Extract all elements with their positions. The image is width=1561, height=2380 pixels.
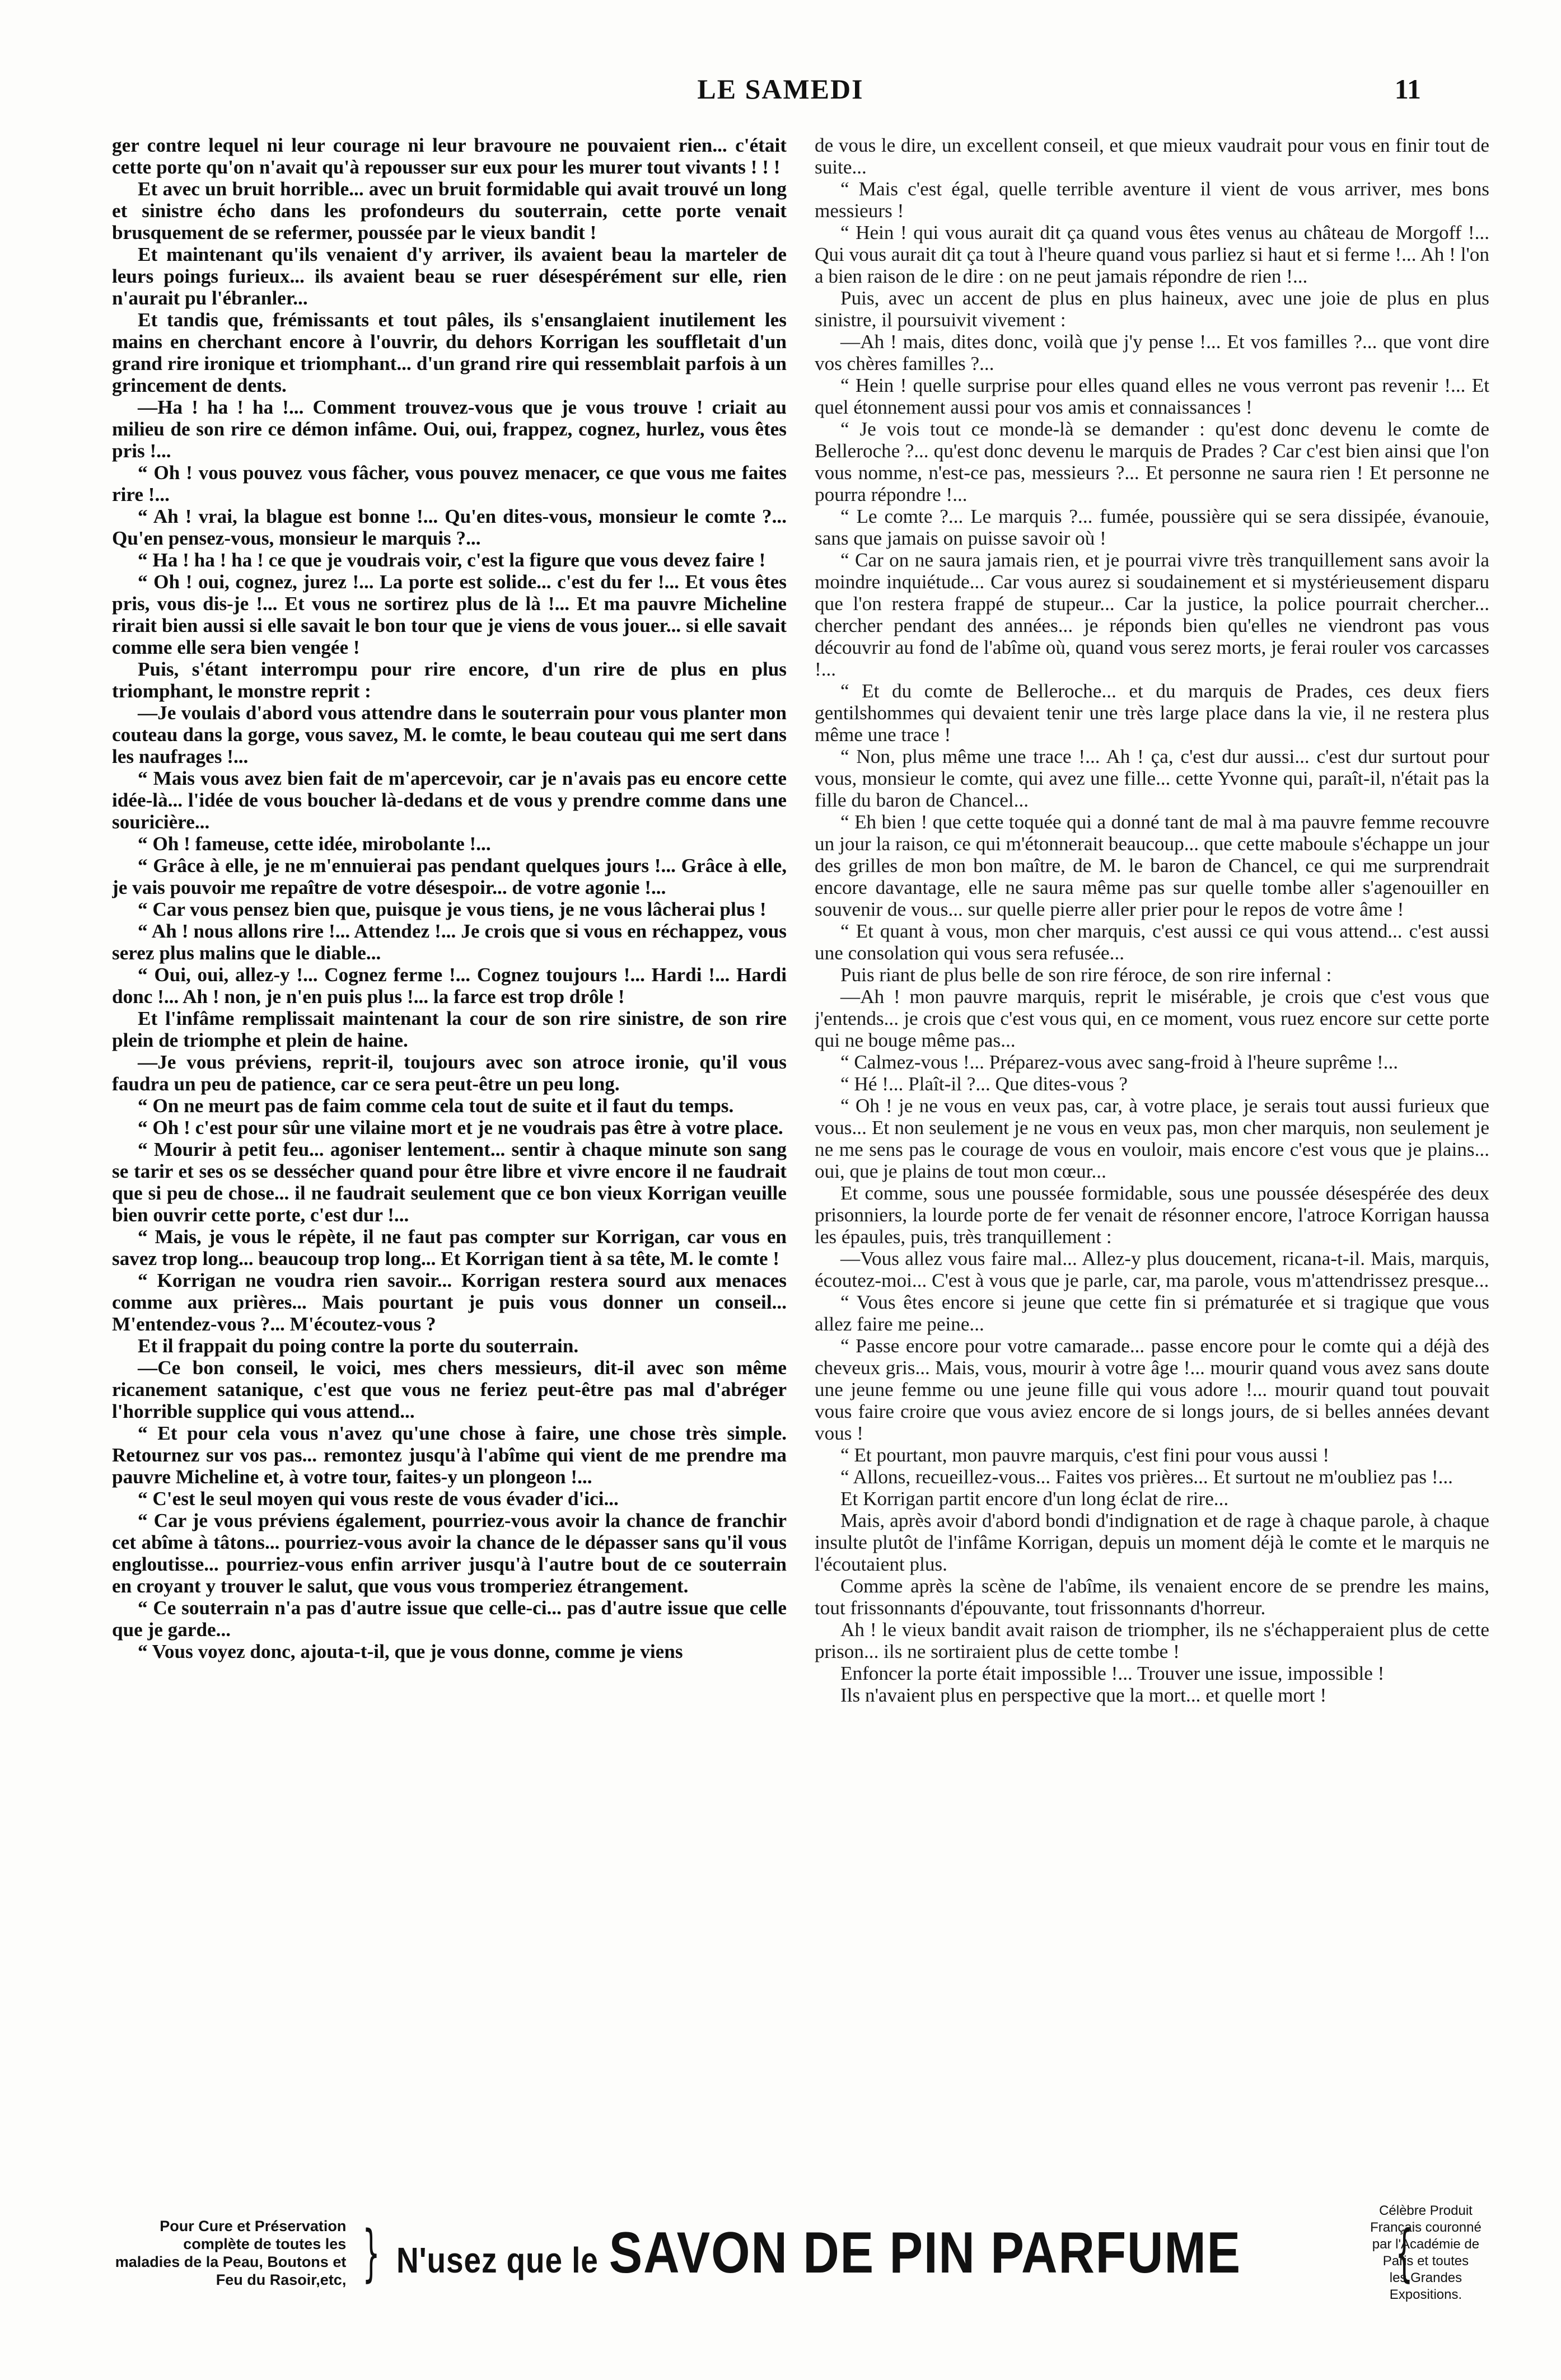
paragraph: “ Car on ne saura jamais rien, et je pourrai vivre très tranquillement sans avoir la moindre inquiétude... Car vous aurez si soudainement et si mystérieusement disparu que l'on restera frappé de stupeur... Car la justice, la police pourrait chercher... chercher pendant des années... je réponds bien qu'elles ne viendront pas vous découvrir au fond de l'abîme où, quand vous serez morts, je ferai rouler vos carcasses !... <box>815 549 1489 680</box>
paragraph: “ Ha ! ha ! ha ! ce que je voudrais voir, c'est la figure que vous devez faire ! <box>138 549 766 571</box>
paragraph: de vous le dire, un excellent conseil, et que mieux vaudrait pour vous en finir tout de suite... <box>815 134 1489 178</box>
paragraph: Et l'infâme remplissait maintenant la cour de son rire sinistre, de son rire plein de triomphe et plein de haine. <box>112 1008 787 1051</box>
ad-right-line: par l'Académie de Paris et toutes <box>1372 2237 1480 2269</box>
ad-slogan <box>396 2220 1241 2287</box>
paragraph: “ Allons, recueillez-vous... Faites vos prières... Et surtout ne m'oubliez pas !... <box>840 1466 1453 1488</box>
paragraph: “ Ah ! vrai, la blague est bonne !... Qu'en dites-vous, monsieur le comte ?... Qu'en pensez-vous, monsieur le marquis ?... <box>112 505 787 549</box>
ad-slogan-small: N'usez que le <box>396 2240 599 2280</box>
paragraph: —Ha ! ha ! ha !... Comment trouvez-vous que je vous trouve ! criait au milieu de son rire ce démon infâme. Oui, oui, frappez, cognez, hurlez, vous êtes pris !... <box>112 396 787 462</box>
ad-left-line: maladies de la Peau, Boutons et Feu du Rasoir,etc, <box>115 2253 347 2288</box>
paragraph: —Ce bon conseil, le voici, mes chers messieurs, dit-il avec son même ricanement satanique, c'est que vous ne feriez peut-être pas mal d'abréger l'horrible supplice qui vous attend... <box>112 1357 787 1422</box>
paragraph: —Je voulais d'abord vous attendre dans le souterrain pour vous planter mon couteau dans la gorge, vous savez, M. le comte, le beau couteau qui me sert dans les naufrages !... <box>112 702 787 767</box>
paragraph: Mais, après avoir d'abord bondi d'indignation et de rage à chaque parole, à chaque insulte plutôt de l'infâme Korrigan, depuis un moment déjà le comte et le marquis ne l'écoutaient plus. <box>815 1510 1489 1575</box>
paragraph: Et avec un bruit horrible... avec un bruit formidable qui avait trouvé un long et sinistre écho dans les profondeurs du souterrain, cette porte venait brusquement de se refermer, poussée par le vieux bandit ! <box>112 178 787 243</box>
paragraph: Comme après la scène de l'abîme, ils venaient encore de se prendre les mains, tout frissonnants d'épouvante, tout frissonnants d'horreur. <box>815 1575 1489 1619</box>
paragraph: “ Car je vous préviens également, pourriez-vous avoir la chance de franchir cet abîme à tâtons... pourriez-vous avoir la chance de le dépasser sans qu'il vous engloutisse... pourriez-vous enfin arriver jusqu'à l'autre bout de ce souterrain en croyant y trouver le salut, que vous vous tromperiez étrangement. <box>112 1510 787 1597</box>
paragraph: Ah ! le vieux bandit avait raison de triompher, ils ne s'échapperaient plus de cette prison... ils ne sortiraient plus de cette tombe ! <box>815 1619 1489 1662</box>
paragraph: Et tandis que, frémissants et tout pâles, ils s'ensanglaient inutilement les mains en cherchant encore à l'ouvrir, du dehors Korrigan les souffletait d'un grand rire ironique et triomphant... d'un grand rire qui ressemblait parfois à un grincement de dents. <box>112 309 787 396</box>
paragraph: “ Ce souterrain n'a pas d'autre issue que celle-ci... pas d'autre issue que celle que je garde... <box>112 1597 787 1641</box>
paragraph: “ Et pourtant, mon pauvre marquis, c'est fini pour vous aussi ! <box>840 1444 1330 1466</box>
paragraph: Puis, s'étant interrompu pour rire encore, d'un rire de plus en plus triomphant, le monstre reprit : <box>112 658 787 702</box>
paragraph: “ Korrigan ne voudra rien savoir... Korrigan restera sourd aux menaces comme aux prières... Mais pourtant je puis vous donner un conseil... M'entendez-vous ?... M'écoutez-vous ? <box>112 1269 787 1335</box>
paragraph: “ Non, plus même une trace !... Ah ! ça, c'est dur aussi... c'est dur surtout pour vous, monsieur le comte, qui avez une fille... cette Yvonne qui, paraît-il, n'était pas la fille du baron de Chancel... <box>815 746 1489 811</box>
text-columns <box>112 134 1489 2161</box>
paragraph: “ Hé !... Plaît-il ?... Que dites-vous ? <box>840 1073 1128 1095</box>
paragraph: “ Vous voyez donc, ajouta-t-il, que je vous donne, comme je viens <box>138 1641 683 1662</box>
paragraph: “ Et du comte de Belleroche... et du marquis de Prades, ces deux fiers gentilshommes qui devaient tenir une très large place dans la vie, il ne restera plus même une trace ! <box>815 680 1489 746</box>
paragraph: “ Le comte ?... Le marquis ?... fumée, poussière qui se sera dissipée, évanouie, sans que jamais on puisse savoir où ! <box>815 505 1489 549</box>
ad-right-line: les Grandes Expositions. <box>1389 2270 1462 2302</box>
page-header <box>112 73 1449 118</box>
ad-product-name: SAVON DE PIN PARFUME <box>609 2220 1242 2285</box>
paragraph: Enfoncer la porte était impossible !... Trouver une issue, impossible ! <box>840 1662 1385 1684</box>
left-column <box>112 134 787 2161</box>
paragraph: Puis, avec un accent de plus en plus haineux, avec une joie de plus en plus sinistre, il poursuivit vivement : <box>815 287 1489 331</box>
paragraph: “ Et pour cela vous n'avez qu'une chose à faire, une chose très simple. Retournez sur vos pas... remontez jusqu'à l'abîme qui vient de me prendre ma pauvre Micheline et, à votre tour, faites-y un plongeon !... <box>112 1422 787 1488</box>
paragraph: “ Passe encore pour votre camarade... passe encore pour le comte qui a déjà des cheveux gris... Mais, vous, mourir à votre âge !... mourir quand vous avez sans doute une jeune femme ou une jeune fille qui vous adore !... mourir quand tout pouvait vous faire croire que vous aviez encore de si longs jours, de si belles années devant vous ! <box>815 1335 1489 1444</box>
ad-left-line: Pour Cure et Préservation complète de toutes les <box>160 2218 347 2252</box>
paragraph: “ Hein ! qui vous aurait dit ça quand vous êtes venus au château de Morgoff !... Qui vous aurait dit ça tout à l'heure quand vous parliez si haut et si ferme !... Ah ! l'on a bien raison de le dire : on ne peut jamais répondre de rien !... <box>815 222 1489 287</box>
paragraph: Et Korrigan partit encore d'un long éclat de rire... <box>840 1488 1229 1510</box>
paragraph: “ Eh bien ! que cette toquée qui a donné tant de mal à ma pauvre femme recouvre un jour la raison, ce qui m'étonnerait beaucoup... que cette maboule s'échappe un jour des grilles de mon bon maître, de M. le baron de Chancel, ce qui me surprendrait encore davantage, elle ne saura même pas sur quelle tombe aller s'agenouiller en souvenir de vous... sur quelle pierre aller prier pour le repos de votre âme ! <box>815 811 1489 920</box>
paragraph: —Ah ! mon pauvre marquis, reprit le misérable, je crois que c'est vous que j'entends... je crois que c'est vous qui, en ce moment, vous ruez encore sur cette porte qui ne bouge même pas... <box>815 986 1489 1051</box>
paragraph: “ Oh ! fameuse, cette idée, mirobolante !... <box>138 833 491 855</box>
ad-left-text <box>112 2217 346 2289</box>
paragraph: “ Oh ! je ne vous en veux pas, car, à votre place, je serais tout aussi furieux que vous... Et non seulement je ne vous en veux pas, mon cher marquis, non seulement je ne me sens pas le courage de vous en vouloir, mais encore c'est vous que je plains... oui, que je plains de tout mon cœur... <box>815 1095 1489 1182</box>
paragraph: Et il frappait du poing contre la porte du souterrain. <box>138 1335 579 1357</box>
ad-brace-right: { <box>1395 2217 1413 2289</box>
paragraph: Et maintenant qu'ils venaient d'y arriver, ils avaient beau la marteler de leurs poings furieux... ils avaient beau se ruer désespérément sur elle, rien n'aurait pu l'ébranler... <box>112 243 787 309</box>
paragraph: Et comme, sous une poussée formidable, sous une poussée désespérée des deux prisonniers, la lourde porte de fer venait de résonner encore, l'atroce Korrigan haussa les épaules, puis, très tranquillement : <box>815 1182 1489 1248</box>
paragraph: —Ah ! mais, dites donc, voilà que j'y pense !... Et vos familles ?... que vont dire vos chères familles ?... <box>815 331 1489 374</box>
paragraph: “ Oui, oui, allez-y !... Cognez ferme !... Cognez toujours !... Hardi !... Hardi donc !... Ah ! non, je n'en puis plus !... la farce est trop drôle ! <box>112 964 787 1008</box>
right-column <box>815 134 1489 2161</box>
paragraph: ger contre lequel ni leur courage ni leur bravoure ne pouvaient rien... c'était cette porte qu'on n'avait qu'à repousser sur eux pour les murer tout vivants ! ! ! <box>112 134 787 178</box>
ad-brace-left: } <box>362 2217 381 2289</box>
paragraph: “ Hein ! quelle surprise pour elles quand elles ne vous verront pas revenir !... Et quel étonnement aussi pour vos amis et connaissances ! <box>815 374 1489 418</box>
paragraph: —Je vous préviens, reprit-il, toujours avec son atroce ironie, qu'il vous faudra un peu de patience, car ce sera peut-être un peu long. <box>112 1051 787 1095</box>
paragraph: “ Car vous pensez bien que, puisque je vous tiens, je ne vous lâcherai plus ! <box>138 898 767 920</box>
paragraph: “ Mais vous avez bien fait de m'apercevoir, car je n'avais pas eu encore cette idée-là... l'idée de vous boucher là-dedans et de vous y prendre comme dans une souricière... <box>112 767 787 833</box>
paragraph: “ Mais, je vous le répète, il ne faut pas compter sur Korrigan, car vous en savez trop long... beaucoup trop long... Et Korrigan tient à sa tête, M. le comte ! <box>112 1226 787 1269</box>
paragraph: “ C'est le seul moyen qui vous reste de vous évader d'ici... <box>138 1488 619 1510</box>
paragraph: “ Calmez-vous !... Préparez-vous avec sang-froid à l'heure suprême !... <box>840 1051 1399 1073</box>
page-number: 11 <box>1394 73 1421 105</box>
paragraph: “ Oh ! c'est pour sûr une vilaine mort et je ne voudrais pas être à votre place. <box>138 1117 783 1139</box>
paragraph: “ Je vois tout ce monde-là se demander : qu'est donc devenu le comte de Belleroche ?... qu'est donc devenu le marquis de Prades ? Car c'est bien ainsi que l'on vous nomme, n'est-ce pas, messieurs ?... Et personne ne saura rien ! Et personne ne pourra répondre !... <box>815 418 1489 505</box>
advertisement-banner <box>112 2203 1489 2302</box>
paragraph: Puis riant de plus belle de son rire féroce, de son rire infernal : <box>840 964 1332 986</box>
paragraph: “ Mourir à petit feu... agoniser lentement... sentir à chaque minute son sang se tarir et ses os se dessécher quand pour être libre et vivre encore il ne faudrait que si peu de chose... il ne faudrait seulement que ce bon vieux Korrigan veuille bien ouvrir cette porte, c'est dur !... <box>112 1139 787 1226</box>
paragraph: “ Mais c'est égal, quelle terrible aventure il vient de vous arriver, mes bons messieurs ! <box>815 178 1489 222</box>
paragraph: —Vous allez vous faire mal... Allez-y plus doucement, ricana-t-il. Mais, marquis, écoutez-moi... C'est à vous que je parle, car, ma parole, vous m'attendrissez presque... <box>815 1248 1489 1291</box>
paragraph: Ils n'avaient plus en perspective que la mort... et quelle mort ! <box>840 1684 1327 1706</box>
ad-right-line: Célèbre Produit Français couronné <box>1370 2203 1481 2235</box>
page-title: LE SAMEDI <box>697 73 864 105</box>
paragraph: “ Vous êtes encore si jeune que cette fin si prématurée et si tragique que vous allez faire me peine... <box>815 1291 1489 1335</box>
paragraph: “ Ah ! nous allons rire !... Attendez !... Je crois que si vous en réchappez, vous serez plus malins que le diable... <box>112 920 787 964</box>
paragraph: “ Oh ! oui, cognez, jurez !... La porte est solide... c'est du fer !... Et vous êtes pris, vous dis-je !... Et vous ne sortirez plus de là !... Et ma pauvre Micheline rirait bien aussi si elle savait le bon tour que je viens de vous jouer... si elle savait comme elle sera bien vengée ! <box>112 571 787 658</box>
paragraph: “ Grâce à elle, je ne m'ennuierai pas pendant quelques jours !... Grâce à elle, je vais pouvoir me repaître de votre désespoir... de votre agonie !... <box>112 855 787 898</box>
paragraph: “ On ne meurt pas de faim comme cela tout de suite et il faut du temps. <box>138 1095 734 1117</box>
paragraph: “ Oh ! vous pouvez vous fâcher, vous pouvez menacer, ce que vous me faites rire !... <box>112 462 787 505</box>
paragraph: “ Et quant à vous, mon cher marquis, c'est aussi ce qui vous attend... c'est aussi une consolation qui vous sera refusée... <box>815 920 1489 964</box>
ad-right-text <box>1362 2203 1489 2303</box>
